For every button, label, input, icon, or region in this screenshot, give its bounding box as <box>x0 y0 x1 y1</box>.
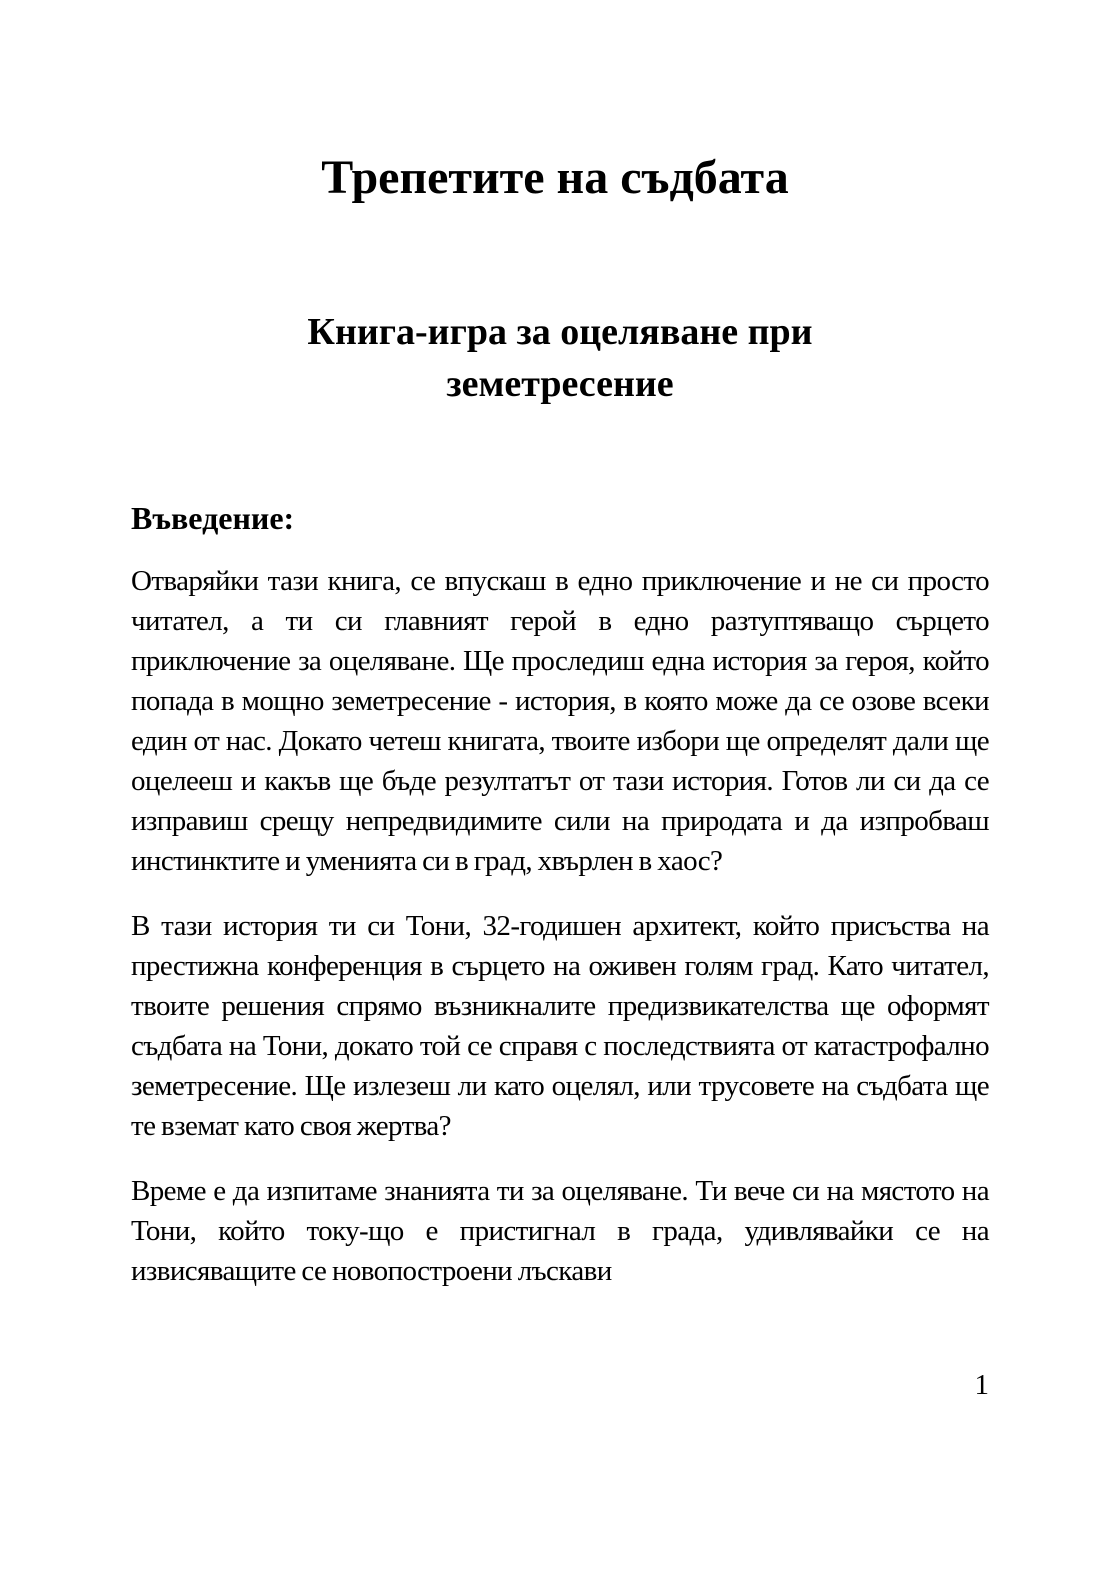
paragraph: В тази история ти си Тони, 32-годишен архитект, който присъства на престижна конференция в сърцето на оживен голям град. Като читател, твоите решения спрямо възникналите предизвикателства ще оформят съдбата на Тони, докато той се справя с последствията от катастрофално земетресение. Ще излезеш ли като оцелял, или трусовете на съдбата ще те вземат като своя жертва? <box>131 910 989 1142</box>
paragraph: Отваряйки тази книга, се впускаш в едно приключение и не си просто читател, а ти си главният герой в едно разтуптяващо сърцето приключение за оцеляване. Ще проследиш една история за героя, който попада в мощно земетресение - история, в която може да се озове всеки един от нас. Докато четеш книгата, твоите избори ще определят дали ще оцелееш и какъв ще бъде резултатът от тази история. Готов ли си да се изправиш срещу непредвидимите сили на природата и да изпробваш инстинктите и уменията си в град, хвърлен в хаос? <box>131 565 989 877</box>
document-body <box>131 561 989 1316</box>
paragraph: Време е да изпитаме знанията ти за оцеляване. Ти вече си на мястото на Тони, който току-що е пристигнал в града, удивлявайки се на извисяващите се новопостроени лъскави <box>131 1175 989 1287</box>
page-number: 1 <box>974 1369 989 1401</box>
document-subtitle: Книга-игра за оцеляване при земетресение <box>307 311 813 405</box>
document-title: Трепетите на съдбата <box>321 151 789 204</box>
section-heading-introduction: Въведение: <box>131 500 295 536</box>
